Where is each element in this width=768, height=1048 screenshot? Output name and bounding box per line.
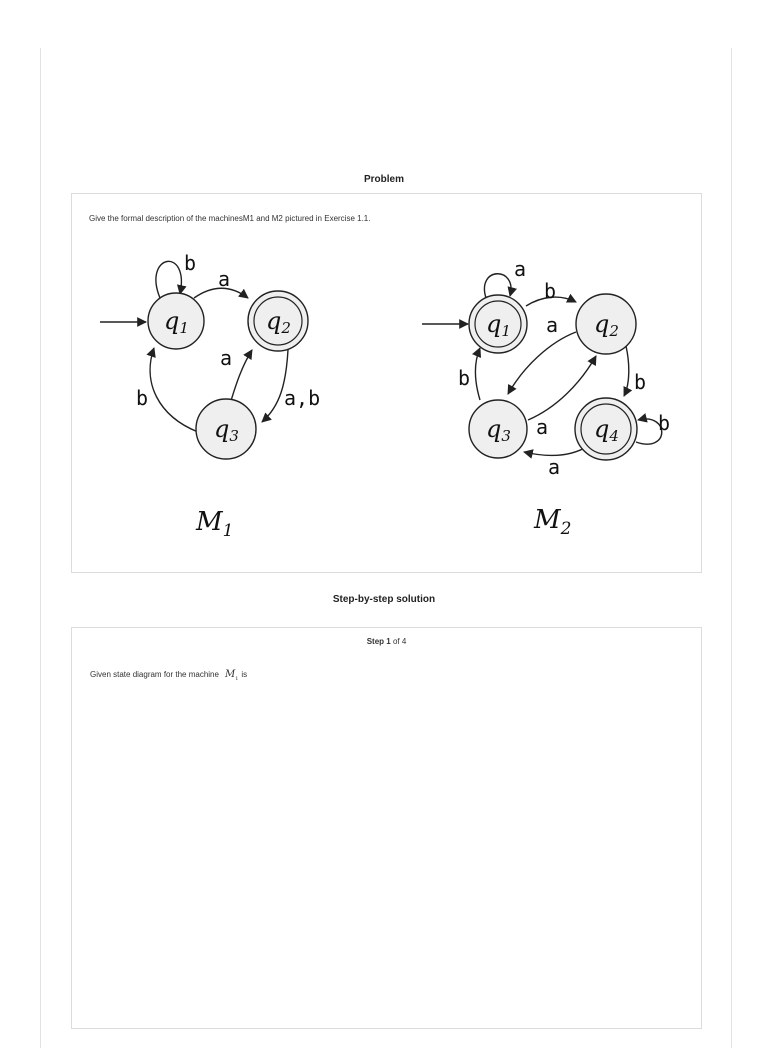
m2-label-q4-q3: a [548,455,561,479]
svg-text:q1: q1 [164,307,189,337]
step-word: Step [366,637,385,646]
machine-m2 [422,257,670,539]
step-machine-symbol: $M_1$ [224,669,239,682]
m2-state-q1 [469,295,527,353]
step-total: of 4 [392,637,407,646]
svg-text:q3: q3 [214,415,239,445]
step-text [90,669,247,682]
step-text-body: Given state diagram for the machine [90,670,219,679]
svg-text:q2: q2 [594,310,619,340]
step-number: 1 [386,637,391,646]
m2-edge-q3-q1 [476,348,481,400]
step-header [72,637,701,646]
state-diagram [72,194,701,572]
machine-m1 [100,251,320,541]
m1-state-q2 [248,291,308,351]
m2-state-q4 [575,398,637,460]
m1-label-q3-q2: a [220,346,233,370]
svg-text:q2: q2 [266,307,291,337]
m2-edge-q2-q4 [624,346,629,396]
m2-label-q3-q1: b [458,366,471,390]
m1-edge-q3-q2 [230,350,252,404]
m1-label-q1-q2: a [218,267,231,291]
problem-statement: Give the formal description of the machinesM1 and M2 pictured in Exercise 1.1. [89,214,371,223]
m1-state-q1 [148,293,204,349]
m2-label-q1-self: a [514,257,527,281]
m1-edge-q3-q1 [150,348,198,432]
svg-text:q3: q3 [486,415,511,445]
m2-state-q2 [576,294,636,354]
svg-text:q1: q1 [486,310,511,340]
m2-name: $M_2$ [534,505,572,539]
m2-label-q2-q4: b [634,370,647,394]
problem-heading: Problem [363,174,404,185]
m1-label-q1-self: b [184,251,197,275]
m2-label-q1-q2: b [544,279,557,303]
m2-label-q4-self: b [658,411,671,435]
solution-heading: Step-by-step solution [332,594,436,605]
m1-label-q3-q1: b [136,386,149,410]
m2-edge-q4-q3 [524,446,588,455]
m2-state-q3 [469,400,527,458]
solution-card [71,627,702,1029]
step-text-end: is [241,670,248,679]
m2-label-q3-q2: a [536,415,549,439]
m1-state-q3 [196,399,256,459]
problem-card [71,193,702,573]
m1-name: $M_1$ [196,507,234,541]
m1-label-q2-q3: a,b [284,386,321,410]
svg-text:q4: q4 [594,415,619,445]
m2-label-q2-q3: a [546,313,559,337]
